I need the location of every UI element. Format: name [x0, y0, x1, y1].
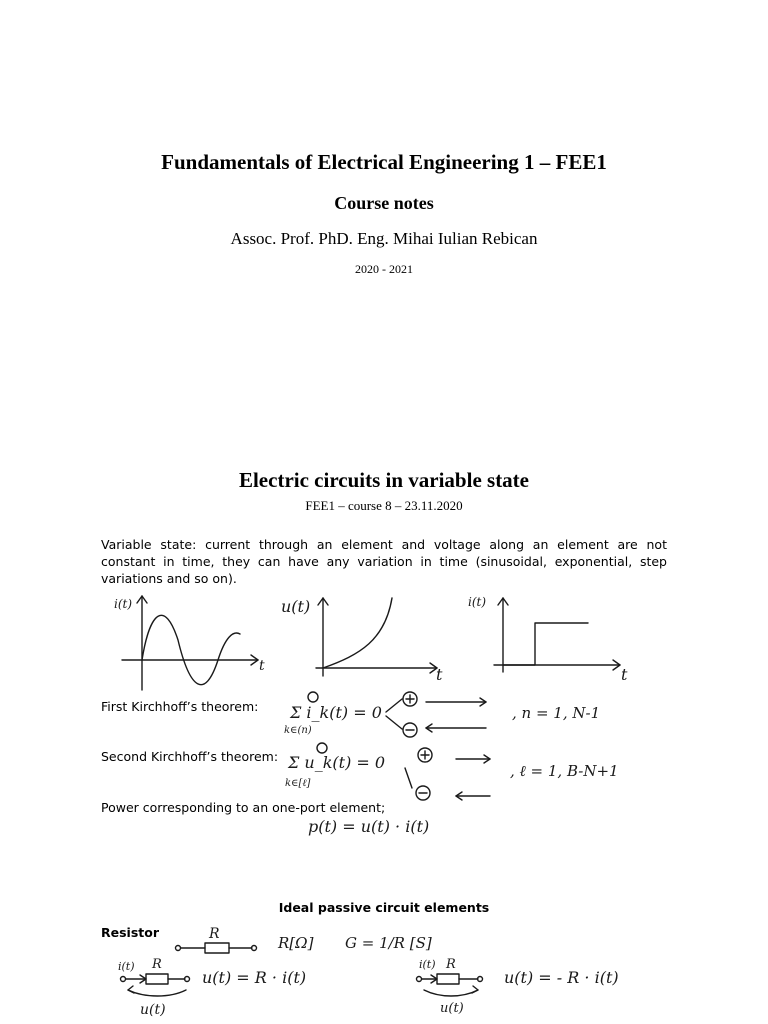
left-it-label: i(t): [118, 960, 135, 973]
resistor-heading: Resistor: [101, 925, 159, 940]
document-subtitle: Course notes: [334, 193, 434, 213]
kcl-range: , n = 1, N-1: [512, 704, 601, 722]
resistor-sketches: [118, 926, 619, 1018]
ohm-law-1: u(t) = R · i(t): [202, 968, 307, 987]
kvl-range: , ℓ = 1, B-N+1: [510, 762, 619, 780]
kcl-formula: [284, 692, 600, 737]
left-ut-label: u(t): [140, 1002, 166, 1018]
ideal-elements-heading: Ideal passive circuit elements: [278, 900, 490, 915]
right-r-label: R: [446, 957, 456, 972]
kvl-formula-text: Σ u_k(t) = 0: [288, 753, 386, 772]
exponential-graph: [281, 597, 443, 684]
kcl-label: First Kirchhoff’s theorem:: [101, 699, 259, 714]
power-formula-text: p(t) = u(t) · i(t): [308, 817, 430, 836]
power-formula: [308, 817, 429, 836]
step-graph: [468, 595, 628, 684]
resistor-r-label: R: [209, 926, 220, 942]
variable-state-paragraph: Variable state: current through an element and voltage along an element are not constant in time, they can have any variation in time (sinusoidal, exponential, step variations and so on).: [101, 537, 667, 586]
graph1-xlabel: t: [259, 658, 265, 674]
document-title: Fundamentals of Electrical Engineering 1 – FEE1: [161, 150, 607, 174]
kcl-formula-text: Σ i_k(t) = 0: [290, 703, 382, 722]
kvl-formula: [285, 743, 619, 800]
kvl-label: Second Kirchhoff’s theorem:: [101, 749, 279, 764]
conductance-formula: G = 1/R [S]: [345, 934, 432, 952]
graph2-xlabel: t: [436, 665, 443, 684]
ohm-law-2: u(t) = - R · i(t): [504, 968, 619, 987]
right-ut-label: u(t): [440, 1001, 464, 1016]
section-title: Electric circuits in variable state: [238, 468, 530, 492]
course-line: FEE1 – course 8 – 23.11.2020: [305, 498, 463, 513]
right-it-label: i(t): [419, 958, 436, 971]
graph3-xlabel: t: [621, 665, 628, 684]
author-line: Assoc. Prof. PhD. Eng. Mihai Iulian Rebican: [230, 229, 538, 248]
resistor-unit: R[Ω]: [278, 934, 314, 952]
left-r-label: R: [152, 957, 162, 972]
sine-graph: [114, 596, 265, 690]
kvl-subscript: k∈[ℓ]: [285, 778, 311, 789]
power-label: Power corresponding to an one-port element;: [101, 800, 386, 815]
graph3-ylabel: i(t): [468, 595, 487, 609]
graph1-ylabel: i(t): [114, 597, 133, 611]
graph2-ylabel: u(t): [281, 597, 311, 616]
academic-year: 2020 - 2021: [355, 262, 413, 276]
kcl-subscript: k∈(n): [284, 725, 312, 736]
